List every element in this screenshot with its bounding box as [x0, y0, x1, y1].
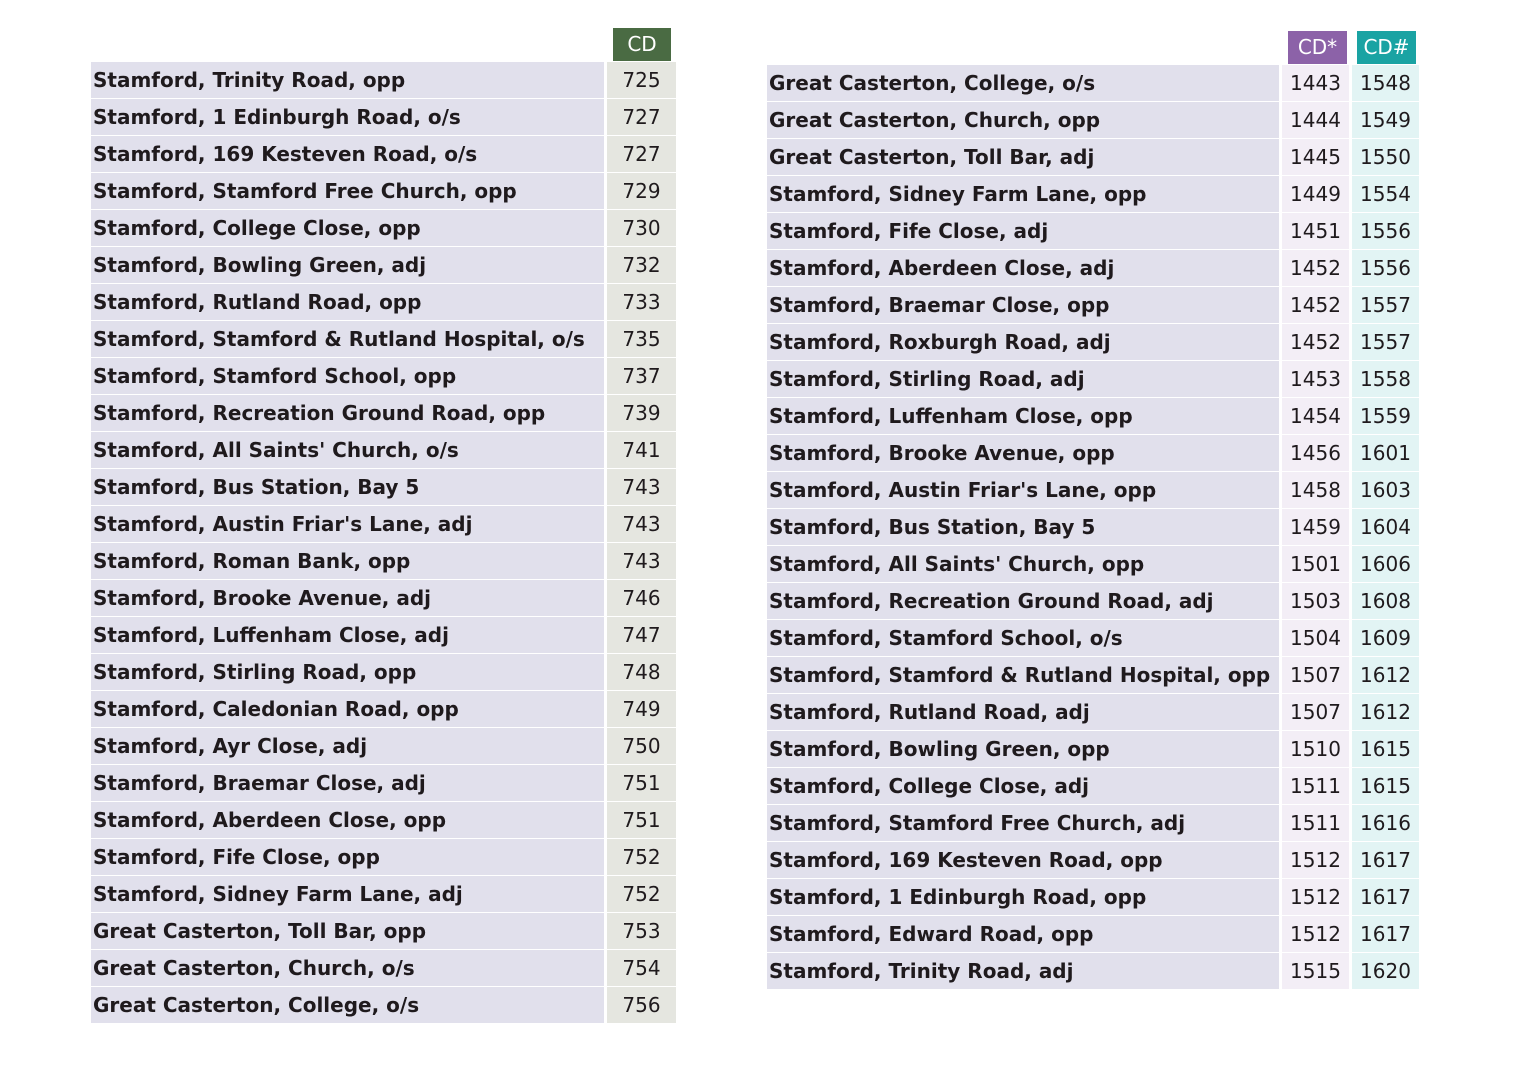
stop-name: Stamford, Recreation Ground Road, adj	[767, 583, 1279, 619]
stop-name: Stamford, Trinity Road, adj	[767, 953, 1279, 989]
stop-name: Stamford, College Close, opp	[91, 210, 604, 246]
stop-name: Stamford, Brooke Avenue, adj	[91, 580, 604, 616]
cd-time: 743	[607, 506, 676, 542]
header-row	[91, 28, 676, 61]
stop-name: Stamford, 1 Edinburgh Road, o/s	[91, 99, 604, 135]
stop-name: Stamford, Brooke Avenue, opp	[767, 435, 1279, 471]
cd-star-time: 1445	[1282, 139, 1349, 175]
table-row	[91, 987, 676, 1023]
cd-hash-time: 1615	[1352, 768, 1419, 804]
table-row	[91, 506, 676, 542]
cd-star-time: 1452	[1282, 324, 1349, 360]
cd-star-time: 1504	[1282, 620, 1349, 656]
stop-name: Great Casterton, Church, o/s	[91, 950, 604, 986]
table-row	[767, 324, 1419, 360]
cd-time: 746	[607, 580, 676, 616]
rows	[91, 62, 676, 1023]
table-row	[767, 65, 1419, 101]
cd-hash-time: 1615	[1352, 731, 1419, 767]
stop-name: Stamford, Recreation Ground Road, opp	[91, 395, 604, 431]
stop-name: Stamford, Fife Close, adj	[767, 213, 1279, 249]
cd-time: 730	[607, 210, 676, 246]
cd-hash-time: 1554	[1352, 176, 1419, 212]
column-header-cd-hash: CD#	[1357, 31, 1416, 64]
table-row	[767, 102, 1419, 138]
cd-time: 747	[607, 617, 676, 653]
stop-name: Stamford, Edward Road, opp	[767, 916, 1279, 952]
stop-name: Stamford, Austin Friar's Lane, opp	[767, 472, 1279, 508]
stop-name: Stamford, Luffenham Close, opp	[767, 398, 1279, 434]
cd-star-time: 1511	[1282, 768, 1349, 804]
table-row	[767, 139, 1419, 175]
table-row	[91, 62, 676, 98]
stop-name: Stamford, Stamford & Rutland Hospital, opp	[767, 657, 1279, 693]
header-spacer	[767, 31, 1288, 64]
cd-hash-time: 1601	[1352, 435, 1419, 471]
table-row	[91, 99, 676, 135]
column-header-cd-star: CD*	[1288, 31, 1347, 64]
cd-hash-time: 1557	[1352, 324, 1419, 360]
cd-hash-time: 1604	[1352, 509, 1419, 545]
table-row	[91, 839, 676, 875]
table-row	[767, 694, 1419, 730]
stop-name: Stamford, Stamford Free Church, adj	[767, 805, 1279, 841]
table-row	[767, 509, 1419, 545]
cd-hash-time: 1556	[1352, 250, 1419, 286]
cd-hash-time: 1548	[1352, 65, 1419, 101]
cd-hash-time: 1559	[1352, 398, 1419, 434]
cd-star-time: 1449	[1282, 176, 1349, 212]
cd-time: 752	[607, 839, 676, 875]
table-row	[767, 472, 1419, 508]
cd-hash-time: 1558	[1352, 361, 1419, 397]
stop-name: Stamford, Caledonian Road, opp	[91, 691, 604, 727]
column-header-cd: CD	[613, 28, 671, 61]
stop-name: Stamford, Stirling Road, adj	[767, 361, 1279, 397]
cd-time: 749	[607, 691, 676, 727]
cd-time: 748	[607, 654, 676, 690]
table-row	[767, 176, 1419, 212]
timetable-right	[767, 31, 1419, 989]
table-row	[91, 432, 676, 468]
table-row	[767, 620, 1419, 656]
table-row	[767, 842, 1419, 878]
stop-name: Stamford, Stamford & Rutland Hospital, o/s	[91, 321, 604, 357]
cd-time: 737	[607, 358, 676, 394]
table-row	[91, 617, 676, 653]
cd-hash-time: 1620	[1352, 953, 1419, 989]
table-row	[91, 691, 676, 727]
cd-star-time: 1512	[1282, 842, 1349, 878]
cd-hash-time: 1603	[1352, 472, 1419, 508]
cd-time: 741	[607, 432, 676, 468]
cd-time: 756	[607, 987, 676, 1023]
cd-time: 751	[607, 765, 676, 801]
table-row	[767, 879, 1419, 915]
table-row	[91, 321, 676, 357]
stop-name: Stamford, 169 Kesteven Road, o/s	[91, 136, 604, 172]
header-row	[767, 31, 1419, 64]
stop-name: Stamford, Rutland Road, opp	[91, 284, 604, 320]
cd-star-time: 1503	[1282, 583, 1349, 619]
table-row	[91, 876, 676, 912]
table-row	[91, 173, 676, 209]
cd-time: 752	[607, 876, 676, 912]
stop-name: Stamford, 169 Kesteven Road, opp	[767, 842, 1279, 878]
table-row	[767, 583, 1419, 619]
cd-hash-time: 1617	[1352, 916, 1419, 952]
cd-time: 732	[607, 247, 676, 283]
stop-name: Stamford, Bus Station, Bay 5	[767, 509, 1279, 545]
cd-star-time: 1510	[1282, 731, 1349, 767]
stop-name: Stamford, Luffenham Close, adj	[91, 617, 604, 653]
cd-star-time: 1444	[1282, 102, 1349, 138]
stop-name: Stamford, Trinity Road, opp	[91, 62, 604, 98]
stop-name: Stamford, Rutland Road, adj	[767, 694, 1279, 730]
cd-hash-time: 1617	[1352, 842, 1419, 878]
table-row	[767, 435, 1419, 471]
cd-star-time: 1443	[1282, 65, 1349, 101]
cd-star-time: 1456	[1282, 435, 1349, 471]
stop-name: Stamford, Stirling Road, opp	[91, 654, 604, 690]
cd-time: 743	[607, 543, 676, 579]
table-row	[767, 768, 1419, 804]
stop-name: Great Casterton, Toll Bar, opp	[91, 913, 604, 949]
stop-name: Great Casterton, Toll Bar, adj	[767, 139, 1279, 175]
stop-name: Stamford, Fife Close, opp	[91, 839, 604, 875]
stop-name: Stamford, Stamford Free Church, opp	[91, 173, 604, 209]
cd-time: 751	[607, 802, 676, 838]
stop-name: Stamford, Roxburgh Road, adj	[767, 324, 1279, 360]
table-row	[767, 361, 1419, 397]
cd-star-time: 1452	[1282, 287, 1349, 323]
stop-name: Stamford, All Saints' Church, o/s	[91, 432, 604, 468]
stop-name: Stamford, Ayr Close, adj	[91, 728, 604, 764]
table-row	[767, 398, 1419, 434]
table-row	[91, 728, 676, 764]
cd-time: 725	[607, 62, 676, 98]
table-row	[767, 953, 1419, 989]
table-row	[91, 802, 676, 838]
table-row	[91, 136, 676, 172]
cd-star-time: 1453	[1282, 361, 1349, 397]
cd-time: 727	[607, 99, 676, 135]
cd-hash-time: 1606	[1352, 546, 1419, 582]
stop-name: Stamford, Stamford School, o/s	[767, 620, 1279, 656]
cd-time: 727	[607, 136, 676, 172]
cd-star-time: 1451	[1282, 213, 1349, 249]
cd-hash-time: 1612	[1352, 657, 1419, 693]
table-row	[767, 731, 1419, 767]
cd-hash-time: 1612	[1352, 694, 1419, 730]
cd-star-time: 1515	[1282, 953, 1349, 989]
cd-time: 739	[607, 395, 676, 431]
stop-name: Stamford, Roman Bank, opp	[91, 543, 604, 579]
table-row	[767, 250, 1419, 286]
cd-time: 753	[607, 913, 676, 949]
cd-time: 750	[607, 728, 676, 764]
stop-name: Stamford, Sidney Farm Lane, opp	[767, 176, 1279, 212]
cd-star-time: 1511	[1282, 805, 1349, 841]
stop-name: Stamford, Austin Friar's Lane, adj	[91, 506, 604, 542]
table-row	[91, 284, 676, 320]
cd-star-time: 1507	[1282, 657, 1349, 693]
table-row	[91, 469, 676, 505]
cd-hash-time: 1609	[1352, 620, 1419, 656]
table-row	[767, 287, 1419, 323]
cd-star-time: 1458	[1282, 472, 1349, 508]
table-row	[91, 358, 676, 394]
stop-name: Stamford, Bowling Green, opp	[767, 731, 1279, 767]
stop-name: Stamford, College Close, adj	[767, 768, 1279, 804]
cd-hash-time: 1557	[1352, 287, 1419, 323]
cd-hash-time: 1608	[1352, 583, 1419, 619]
cd-hash-time: 1550	[1352, 139, 1419, 175]
stop-name: Stamford, Bowling Green, adj	[91, 247, 604, 283]
table-row	[91, 950, 676, 986]
table-row	[767, 916, 1419, 952]
table-row	[91, 543, 676, 579]
cd-star-time: 1454	[1282, 398, 1349, 434]
cd-star-time: 1512	[1282, 916, 1349, 952]
stop-name: Stamford, Bus Station, Bay 5	[91, 469, 604, 505]
cd-time: 733	[607, 284, 676, 320]
table-row	[91, 210, 676, 246]
stop-name: Great Casterton, Church, opp	[767, 102, 1279, 138]
header-spacer	[91, 28, 613, 61]
cd-hash-time: 1617	[1352, 879, 1419, 915]
table-row	[91, 765, 676, 801]
table-row	[767, 213, 1419, 249]
cd-time: 754	[607, 950, 676, 986]
stop-name: Stamford, Aberdeen Close, adj	[767, 250, 1279, 286]
table-row	[91, 580, 676, 616]
cd-time: 735	[607, 321, 676, 357]
cd-time: 729	[607, 173, 676, 209]
stop-name: Great Casterton, College, o/s	[767, 65, 1279, 101]
cd-star-time: 1452	[1282, 250, 1349, 286]
cd-time: 743	[607, 469, 676, 505]
timetable-left	[91, 28, 676, 1023]
stop-name: Great Casterton, College, o/s	[91, 987, 604, 1023]
table-row	[767, 546, 1419, 582]
table-row	[91, 913, 676, 949]
table-row	[91, 654, 676, 690]
cd-hash-time: 1549	[1352, 102, 1419, 138]
table-row	[91, 395, 676, 431]
table-row	[767, 657, 1419, 693]
stop-name: Stamford, Braemar Close, adj	[91, 765, 604, 801]
stop-name: Stamford, Aberdeen Close, opp	[91, 802, 604, 838]
cd-star-time: 1512	[1282, 879, 1349, 915]
stop-name: Stamford, 1 Edinburgh Road, opp	[767, 879, 1279, 915]
cd-star-time: 1507	[1282, 694, 1349, 730]
cd-hash-time: 1556	[1352, 213, 1419, 249]
stop-name: Stamford, All Saints' Church, opp	[767, 546, 1279, 582]
stop-name: Stamford, Stamford School, opp	[91, 358, 604, 394]
cd-hash-time: 1616	[1352, 805, 1419, 841]
table-row	[91, 247, 676, 283]
rows	[767, 65, 1419, 989]
table-row	[767, 805, 1419, 841]
cd-star-time: 1459	[1282, 509, 1349, 545]
cd-star-time: 1501	[1282, 546, 1349, 582]
stop-name: Stamford, Sidney Farm Lane, adj	[91, 876, 604, 912]
stop-name: Stamford, Braemar Close, opp	[767, 287, 1279, 323]
